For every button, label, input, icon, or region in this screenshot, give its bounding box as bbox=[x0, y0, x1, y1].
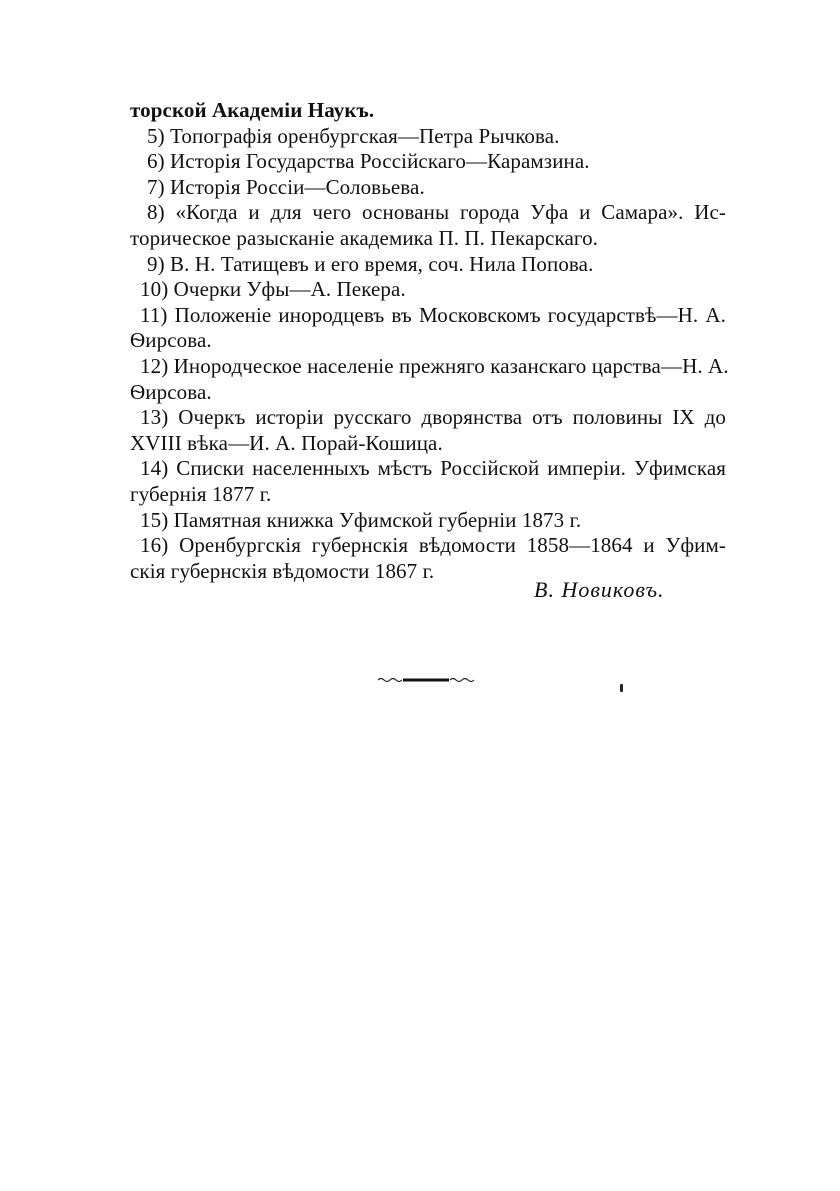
list-item-14: 14) Списки населенныхъ мѣстъ Россiйской имперiи. Уфимская bbox=[140, 456, 726, 481]
ink-speck bbox=[620, 684, 623, 692]
list-item-9: 9) В. Н. Татищевъ и его время, соч. Нила Попова. bbox=[147, 251, 594, 276]
ornament-divider-icon bbox=[376, 674, 476, 686]
list-item-14-continued: губернiя 1877 г. bbox=[130, 481, 272, 506]
list-item-5: 5) Топографiя оренбургская—Петра Рычкова. bbox=[147, 123, 560, 148]
list-item-16: 16) Оренбургскiя губернскiя вѣдомости 1858—1864 и Уфим- bbox=[140, 533, 726, 558]
continuation-line: торской Академiи Наукъ. bbox=[130, 98, 375, 122]
list-item-13: 13) Очеркъ исторiи русскаго дворянства отъ половины IX до bbox=[140, 405, 726, 430]
list-item-10: 10) Очерки Уфы—А. Пекера. bbox=[140, 277, 406, 302]
list-item-12-continued: Ѳирсова. bbox=[130, 379, 212, 404]
list-item-11-continued: Ѳирсова. bbox=[130, 328, 212, 353]
list-item-13-continued: XVIII вѣка—И. А. Порай-Кошица. bbox=[130, 430, 443, 455]
list-item-8-continued: торическое разысканiе академика П. П. Пекарскаго. bbox=[130, 225, 599, 250]
author-signature: В. Новиковъ. bbox=[534, 577, 665, 602]
list-item-15: 15) Памятная книжка Уфимской губернiи 1873 г. bbox=[140, 507, 582, 532]
list-item-11: 11) Положенiе инородцевъ въ Московскомъ государствѣ—Н. А. bbox=[140, 302, 726, 327]
bibliography-list bbox=[130, 98, 729, 584]
list-item-8: 8) «Когда и для чего основаны города Уфа и Самара». Ис- bbox=[147, 200, 726, 225]
list-item-6: 6) Исторiя Государства Россiйскаго—Карамзина. bbox=[147, 149, 590, 174]
list-item-12: 12) Инородческое населенiе прежняго казанскаго царства—Н. А. bbox=[140, 353, 729, 378]
list-item-7: 7) Исторiя Россiи—Соловьева. bbox=[147, 174, 425, 199]
list-item-16-continued: скiя губернскiя вѣдомости 1867 г. bbox=[130, 558, 435, 583]
